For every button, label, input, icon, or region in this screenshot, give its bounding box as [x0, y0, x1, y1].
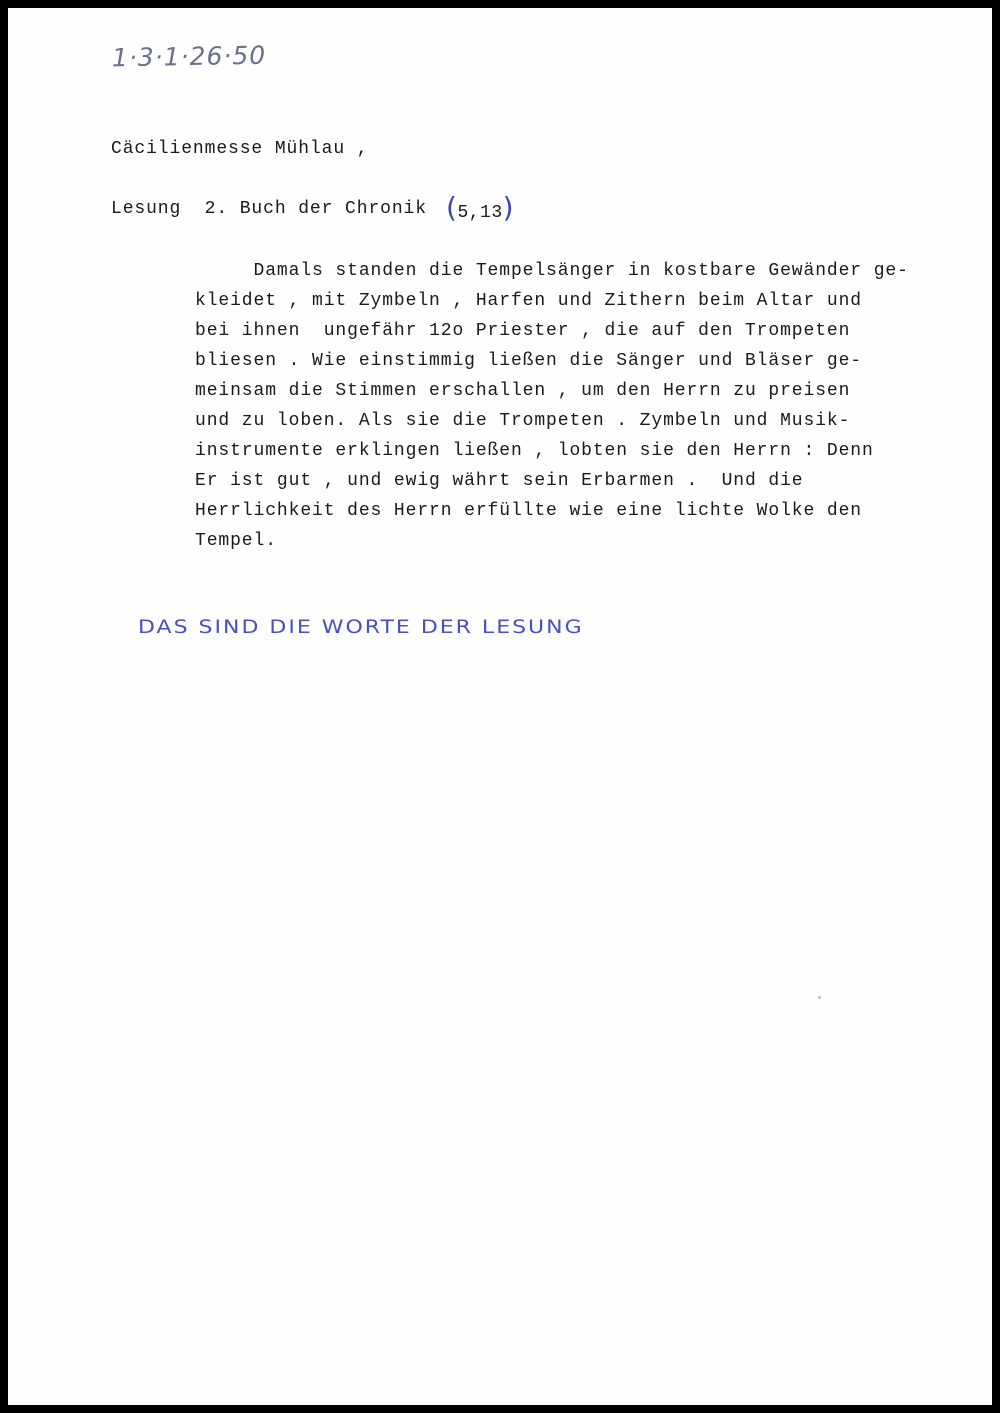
reading-reference — [446, 191, 514, 224]
text-line: und zu loben. Als sie die Trompeten . Zymbeln und Musik- — [195, 411, 851, 431]
text-line: bliesen . Wie einstimmig ließen die Sänger und Bläser ge- — [195, 351, 862, 371]
text-line: Tempel. — [195, 531, 277, 551]
closing-handwritten-note: DAS SIND DIE WORTE DER LESUNG — [138, 617, 584, 639]
text-line: bei ihnen ungefähr 12o Priester , die auf den Trompeten — [195, 321, 851, 341]
paper-speck — [818, 996, 821, 999]
text-line: Herrlichkeit des Herrn erfüllte wie eine lichte Wolke den — [195, 501, 862, 521]
text-line: kleidet , mit Zymbeln , Harfen und Zithern beim Altar und — [195, 291, 862, 311]
reference-open-paren: ( — [446, 191, 458, 224]
text-line: instrumente erklingen ließen , lobten sie den Herrn : Denn — [195, 441, 874, 461]
reference-close-paren: ) — [502, 191, 515, 224]
text-line: Damals standen die Tempelsänger in kostbare Gewänder ge- — [195, 261, 909, 281]
archive-number: 1·3·1·26·50 — [111, 40, 267, 73]
document-heading: Cäcilienmesse Mühlau , — [111, 139, 369, 159]
text-line: Er ist gut , und ewig währt sein Erbarmen . Und die — [195, 471, 804, 491]
reading-text — [195, 258, 909, 558]
reading-label: Lesung 2. Buch der Chronik — [111, 199, 439, 219]
text-line: meinsam die Stimmen erschallen , um den Herrn zu preisen — [195, 381, 851, 401]
reference-number: 5,13 — [457, 203, 503, 223]
